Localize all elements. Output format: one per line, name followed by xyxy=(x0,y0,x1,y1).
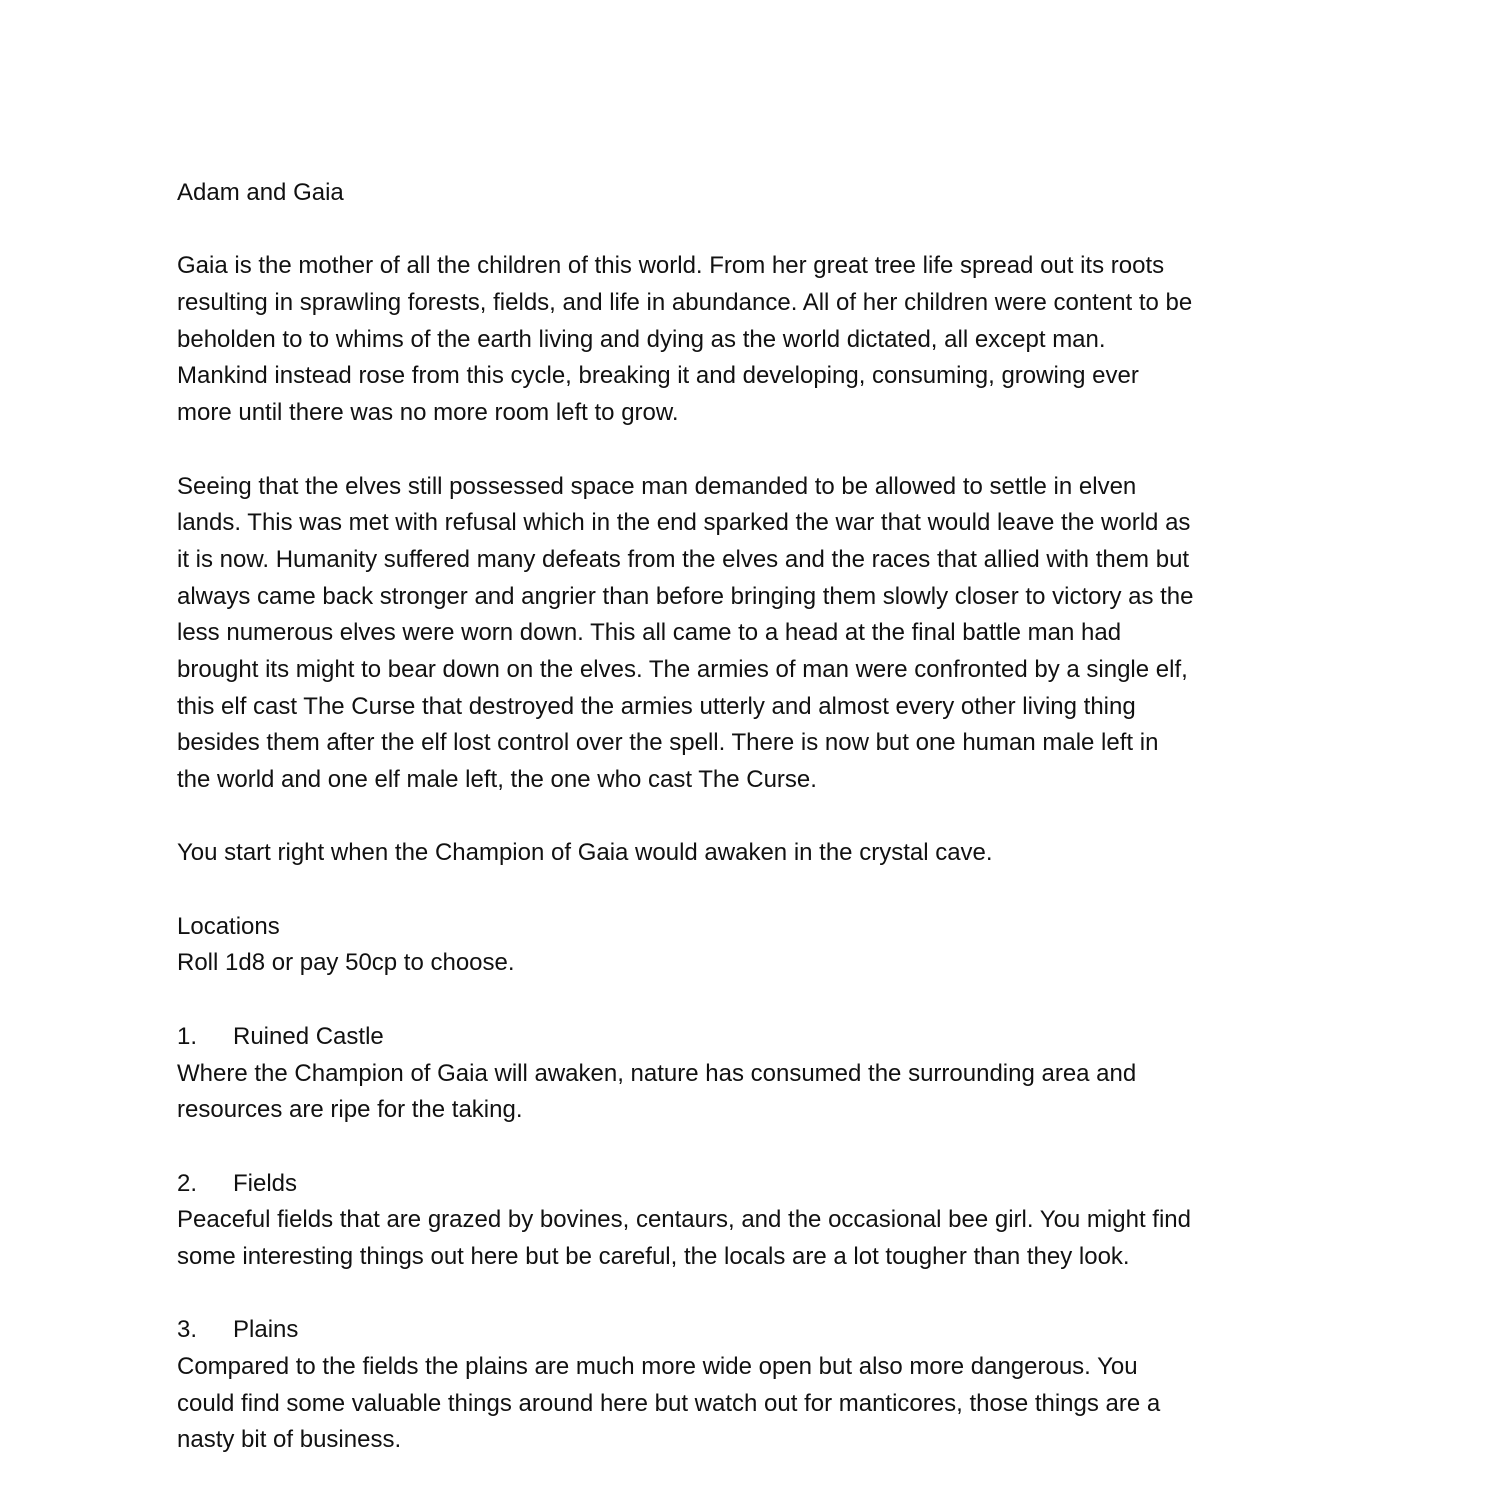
location-name: Plains xyxy=(233,1316,299,1344)
list-number: 3. xyxy=(177,1316,198,1344)
text-line: brought its might to bear down on the elves. The armies of man were confronted by a single elf, xyxy=(177,655,1188,683)
text-line: Compared to the fields the plains are much more wide open but also more dangerous. You xyxy=(177,1353,1138,1380)
text-line: Mankind instead rose from this cycle, breaking it and developing, consuming, growing ever xyxy=(177,362,1139,390)
document-title: Adam and Gaia xyxy=(177,179,344,206)
text-line: lands. This was met with refusal which in the end sparked the war that would leave the world as xyxy=(177,509,1191,537)
text-line: resources are ripe for the taking. xyxy=(177,1096,523,1124)
text-line: the world and one elf male left, the one who cast The Curse. xyxy=(177,766,817,793)
location-item xyxy=(177,1019,1337,1129)
spacer xyxy=(177,982,1337,1019)
spacer xyxy=(177,872,1337,909)
text-line: Gaia is the mother of all the children of this world. From her great tree life spread out its roots xyxy=(177,252,1165,280)
war-paragraph xyxy=(177,469,1337,799)
spacer xyxy=(177,1129,1337,1166)
text-line: Seeing that the elves still possessed space man demanded to be allowed to settle in elven xyxy=(177,472,1137,500)
text-line: Where the Champion of Gaia will awaken, nature has consumed the surrounding area and xyxy=(177,1059,1137,1087)
text-line: more until there was no more room left to grow. xyxy=(177,399,679,427)
locations-rule: Roll 1d8 or pay 50cp to choose. xyxy=(177,949,515,977)
text-line: nasty bit of business. xyxy=(177,1426,402,1454)
location-item xyxy=(177,1312,1337,1459)
start-paragraph: You start right when the Champion of Gaia would awaken in the crystal cave. xyxy=(177,839,993,867)
spacer xyxy=(177,432,1337,469)
locations-heading: Locations xyxy=(177,912,280,940)
text-line: it is now. Humanity suffered many defeats from the elves and the races that allied with them but xyxy=(177,545,1190,573)
text-line: beholden to to whims of the earth living and dying as the world dictated, all except man. xyxy=(177,325,1106,353)
location-item xyxy=(177,1166,1337,1276)
location-name: Fields xyxy=(233,1169,298,1197)
text-line: this elf cast The Curse that destroyed the armies utterly and almost every other living thing xyxy=(177,692,1136,720)
text-line: always came back stronger and angrier than before bringing them slowly closer to victory as the xyxy=(177,582,1194,610)
list-number: 1. xyxy=(177,1022,198,1050)
list-number: 2. xyxy=(177,1169,198,1197)
text-line: less numerous elves were worn down. This all came to a head at the final battle man had xyxy=(177,619,1122,647)
location-title xyxy=(177,1019,1337,1056)
document-page xyxy=(177,175,1337,1459)
spacer xyxy=(177,212,1337,249)
text-line: besides them after the elf lost control over the spell. There is now but one human male left in xyxy=(177,729,1159,757)
spacer xyxy=(177,799,1337,836)
location-name: Ruined Castle xyxy=(233,1022,384,1050)
location-title xyxy=(177,1312,1337,1349)
intro-paragraph xyxy=(177,248,1337,431)
text-line: could find some valuable things around here but watch out for manticores, those things are a xyxy=(177,1389,1161,1417)
text-line: some interesting things out here but be careful, the locals are a lot tougher than they look. xyxy=(177,1242,1130,1270)
text-line: resulting in sprawling forests, fields, and life in abundance. All of her children were content to be xyxy=(177,289,1193,317)
location-title xyxy=(177,1166,1337,1203)
text-line: Peaceful fields that are grazed by bovines, centaurs, and the occasional bee girl. You might find xyxy=(177,1206,1191,1234)
spacer xyxy=(177,1276,1337,1313)
